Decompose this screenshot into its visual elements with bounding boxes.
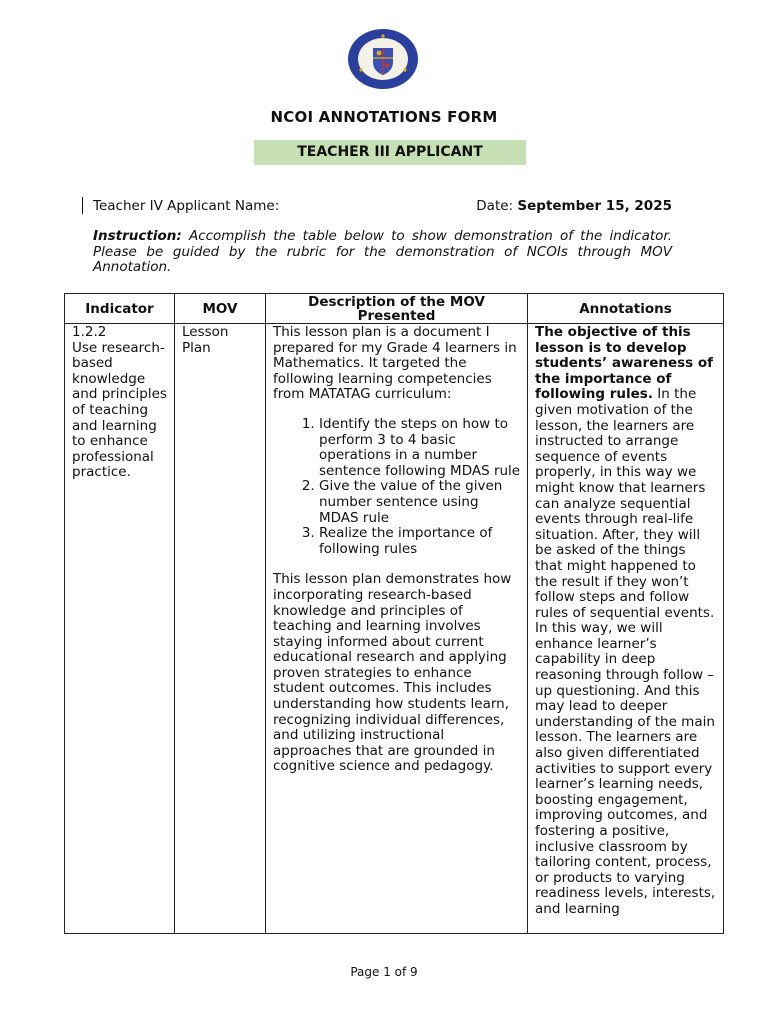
date-value: September 15, 2025 — [517, 198, 672, 214]
list-item: 2. Give the value of the given number sentence using MDAS rule — [319, 479, 521, 526]
annotation-objective: The objective of this lesson is to develop students’ awareness of the importance of following rules. — [535, 325, 714, 403]
date-field — [476, 198, 672, 214]
applicant-level-band: TEACHER III APPLICANT — [254, 140, 526, 165]
indicator-code: 1.2.2 — [72, 324, 107, 340]
list-item: 3. Realize the importance of following rules — [319, 526, 521, 557]
date-label: Date: — [476, 198, 514, 214]
description-intro: This lesson plan is a document I prepared for my Grade 4 learners in Mathematics. It targeted the following learning competencies from MATATAG curriculum: — [273, 324, 517, 403]
page-number: Page 1 of 9 — [350, 965, 418, 979]
ncoi-annotation-table — [64, 293, 724, 934]
header-indicator: Indicator — [65, 294, 175, 324]
table-header-row — [65, 294, 724, 324]
table-row — [65, 324, 724, 934]
text-cursor — [82, 197, 83, 214]
header-annotations: Annotations — [528, 294, 724, 324]
deped-seal-icon — [346, 28, 420, 90]
annotation-body: In the given motivation of the lesson, the learners are instructed to arrange sequence of events properly, in this way we might know that learners can analyze sequential events through real-life situation. After, they will be asked of the things that might happened to the result if they won’t follow steps and follow rules of sequential events. In this way, we will enhance learner’s capability in deep reasoning through follow – up questioning. And this may lead to deeper understanding of the main lesson. The learners are also given differentiated activities to support every learner’s learning needs, boosting engagement, improving outcomes, and fostering a positive, inclusive classroom by tailoring content, process, or products to varying readiness levels, interests, and learning — [535, 386, 716, 917]
form-title: NCOI ANNOTATIONS FORM — [270, 108, 498, 126]
description-cell — [266, 324, 528, 934]
competency-list — [273, 417, 521, 557]
applicant-info-line — [82, 198, 672, 216]
header-description: Description of the MOV Presented — [266, 294, 528, 324]
mov-cell: Lesson Plan — [175, 324, 266, 934]
annotation-text-block — [535, 325, 717, 931]
list-item: 1. Identify the steps on how to perform 3 to 4 basic operations in a number sentence following MDAS rule — [319, 417, 521, 479]
indicator-text: Use research-based knowledge and principles of teaching and learning to enhance professional practice. — [72, 339, 167, 481]
instruction-label: Instruction: — [93, 228, 182, 244]
deped-seal — [346, 28, 420, 90]
instruction-paragraph — [93, 229, 672, 276]
instruction-text: Accomplish the table below to show demonstration of the indicator. Please be guided by the rubric for the demonstration of NCOIs through MOV Annotation. — [93, 228, 672, 276]
applicant-name-label: Teacher IV Applicant Name: — [93, 198, 280, 214]
indicator-cell — [65, 324, 175, 934]
description-body: This lesson plan demonstrates how incorporating research-based knowledge and principles of teaching and learning involves staying informed about current educational research and applying proven strategies to enhance student outcomes. This includes understanding how students learn, recognizing individual differences, and utilizing instructional approaches that are grounded in cognitive science and pedagogy. — [273, 571, 512, 775]
annotations-cell — [528, 324, 724, 934]
header-mov: MOV — [175, 294, 266, 324]
